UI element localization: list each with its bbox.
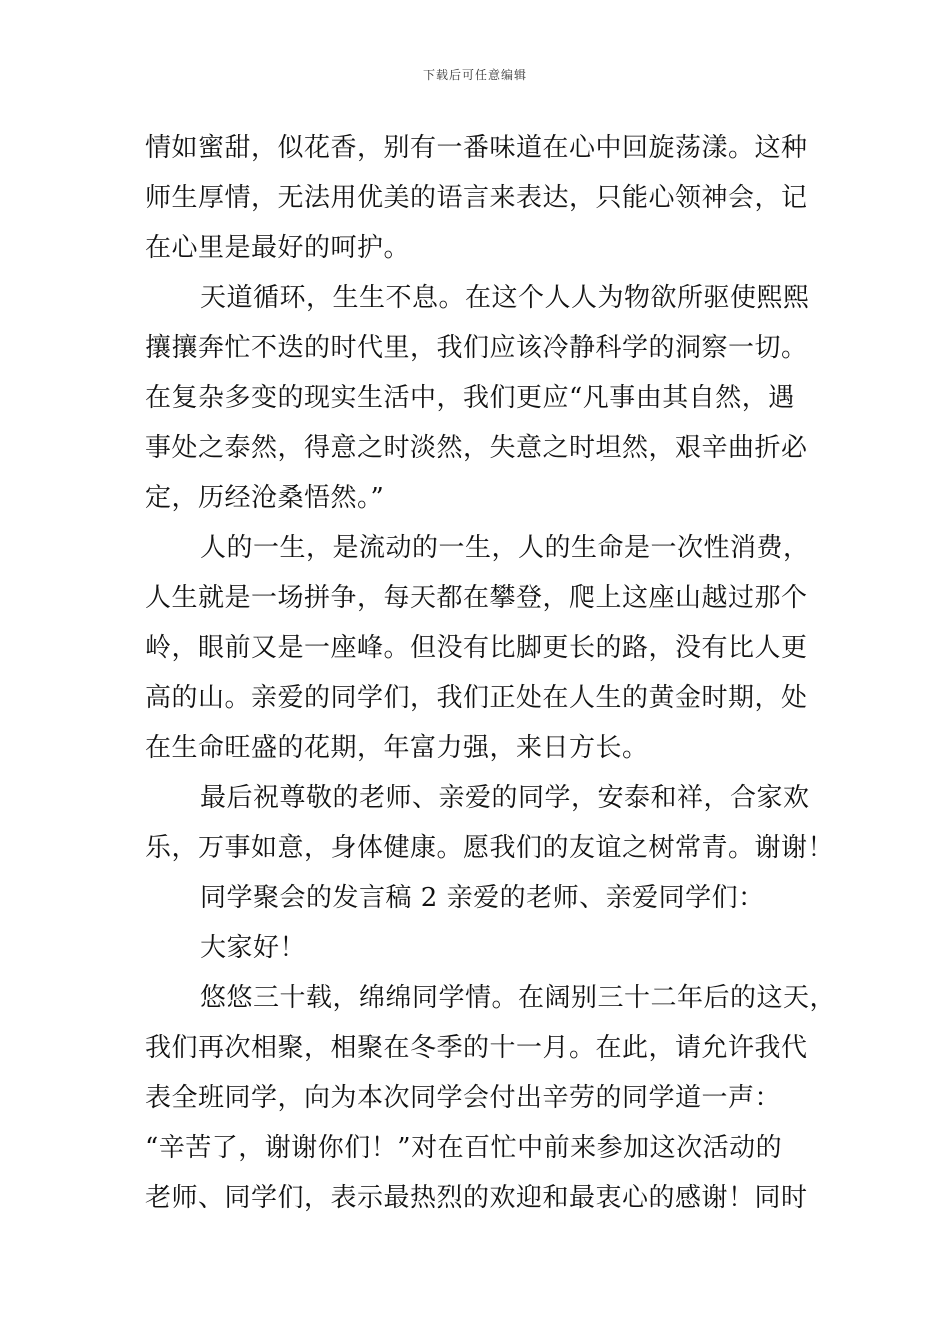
text-line: 定，历经沧桑悟然。”	[145, 483, 385, 513]
text-line: 高的山。亲爱的同学们，我们正处在人生的黄金时期，处	[145, 683, 808, 713]
text-line: 在复杂多变的现实生活中，我们更应“凡事由其自然，遇	[145, 383, 795, 413]
paragraph-start-line: 天道循环，生生不息。在这个人人为物欲所驱使熙熙	[200, 283, 810, 313]
text-line: 在心里是最好的呵护。	[145, 233, 411, 263]
paragraph-start-line: 悠悠三十载，绵绵同学情。在阔别三十二年后的这天，	[200, 983, 837, 1013]
text-line: 师生厚情，无法用优美的语言来表达，只能心领神会，记	[145, 183, 808, 213]
text-line: 情如蜜甜，似花香，别有一番味道在心中回旋荡漾。这种	[145, 133, 808, 163]
text-line: 表全班同学，向为本次同学会付出辛劳的同学道一声：	[145, 1083, 782, 1113]
text-line: 我们再次相聚，相聚在冬季的十一月。在此，请允许我代	[145, 1033, 808, 1063]
text-line: 攘攘奔忙不迭的时代里，我们应该冷静科学的洞察一切。	[145, 333, 808, 363]
document-body	[145, 123, 837, 1223]
text-line: 人生就是一场拼争，每天都在攀登，爬上这座山越过那个	[145, 583, 808, 613]
text-line: 老师、同学们，表示最热烈的欢迎和最衷心的感谢！同时	[145, 1183, 808, 1213]
paragraph-start-line: 人的一生，是流动的一生，人的生命是一次性消费，	[200, 533, 810, 563]
text-line: 在生命旺盛的花期，年富力强，来日方长。	[145, 733, 649, 763]
text-line: “辛苦了，谢谢你们！”对在百忙中前来参加这次活动的	[145, 1133, 783, 1163]
paragraph-start-line: 最后祝尊敬的老师、亲爱的同学，安泰和祥，合家欢	[200, 783, 810, 813]
text-line: 岭，眼前又是一座峰。但没有比脚更长的路，没有比人更	[145, 633, 808, 663]
page-header: 下载后可任意编辑	[422, 68, 527, 82]
greeting-line: 大家好！	[200, 933, 307, 963]
section-heading-line: 同学聚会的发言稿 2 亲爱的老师、亲爱同学们：	[200, 883, 765, 913]
text-line: 事处之泰然，得意之时淡然，失意之时坦然，艰辛曲折必	[145, 433, 808, 463]
text-line: 乐，万事如意，身体健康。愿我们的友谊之树常青。谢谢！	[145, 833, 835, 863]
